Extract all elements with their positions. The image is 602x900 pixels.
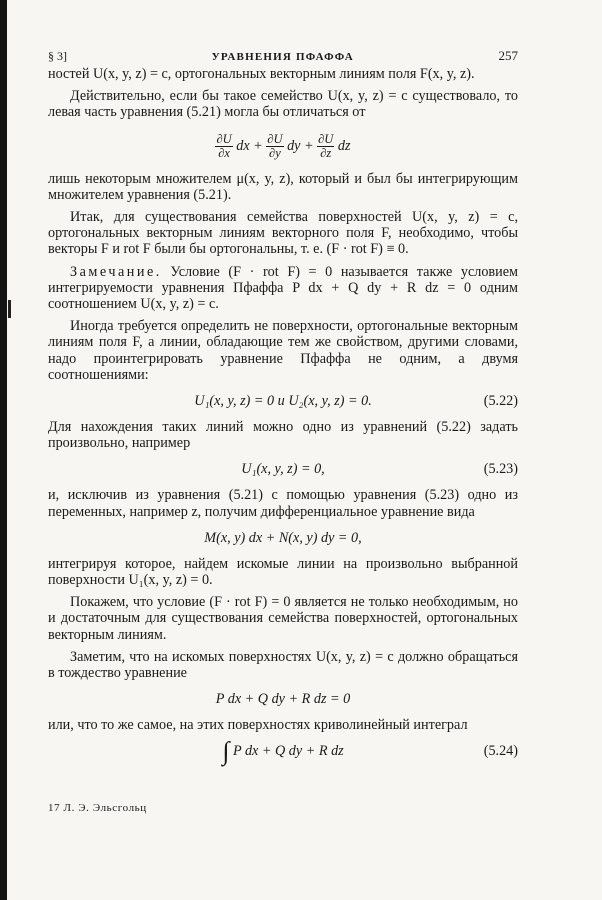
paragraph: или, что то же самое, на этих поверхностях криволинейный интеграл [48,717,468,734]
formula-differential-equation: M(x, y) dx + N(x, y) dy = 0, [204,529,362,546]
formula-pfaff: P dx + Q dy + R dz = 0 [215,691,351,708]
formula-5-23: U₁(x, y, z) = 0, (5.23) [48,458,518,480]
remark-text: Условие (F · rot F) = 0 называется также условием интегрируемости уравнения Пфаффа P dx + Q dy + R dz = 0 одним соотношением U(x, y, z) = c. [48,263,518,313]
equation-number: (5.23) [483,461,518,478]
paragraph: ностей U(x, y, z) = c, ортогональных векторным линиям поля F(x, y, z). [48,66,475,82]
equation-number: (5.22) [483,393,518,410]
running-title: УРАВНЕНИЯ ПФАФФА [211,51,354,63]
fraction: $\frac{\partial U}{\partial y}$ [267,131,283,160]
paragraph: Для нахождения таких линий можно одно из уравнений (5.22) задать произвольно, например [48,419,518,452]
integral-sign: ∫ [222,737,230,767]
paragraph: интегрируя которое, найдем искомые линии на произвольно выбранной поверхности U₁(x, y, z) = 0. [48,555,518,589]
fraction: $\frac{\partial U}{\partial z}$ [318,131,334,160]
scan-edge [0,0,7,900]
page [48,48,518,769]
section-number: § 3] [48,49,67,63]
paragraph: Действительно, если бы такое семейство U(x, y, z) = c существовало, то левая часть уравнения (5.21) могла бы отличаться от [48,88,518,121]
paragraph: и, исключив из уравнения (5.21) с помощью уравнения (5.23) одно из переменных, например z, получим дифференциальное уравнение вида [48,487,518,520]
formula-total-differential: $\frac{\partial U}{\partial x}$ dx + $\frac{\partial U}{\partial y}$ dy + $\frac{\partial U}{\partial z}$ dz [216,131,351,160]
remark-paragraph [48,264,518,313]
paragraph: Иногда требуется определить не поверхности, ортогональные векторным линиям поля F, а линии, обладающие тем же свойством, другими словами, надо проинтегрировать уравнение Пфаффа не одним, а двумя соотношениями: [48,318,518,383]
paragraph: лишь некоторым множителем μ(x, y, z), который и был бы интегрирующим множителем уравнения (5.21). [48,170,518,203]
paragraph: Покажем, что условие (F · rot F) = 0 является не только необходимым, но и достаточным для существования семейства поверхностей, ортогональных векторным линиям. [48,594,518,643]
page-number: 257 [498,48,518,63]
scan-mark [8,300,11,318]
fraction: $\frac{\partial U}{\partial x}$ [216,131,232,160]
running-header [48,48,518,66]
paragraph: Заметим, что на искомых поверхностях U(x, y, z) = c должно обращаться в тождество уравнение [48,648,518,682]
remark-label: Замечание. [70,263,162,280]
signature-footer: 17 Л. Э. Эльсгольц [48,802,147,814]
formula-5-22: U₁(x, y, z) = 0 и U₂(x, y, z) = 0. (5.22) [48,390,518,412]
equation-number: (5.24) [483,743,518,760]
paragraph: Итак, для существования семейства поверхностей U(x, y, z) = c, ортогональных векторным линиям векторного поля F, необходимо, чтобы векторы F и rot F были бы ортогональны, т. е. (F · rot F) ≡ 0. [48,209,518,258]
formula-5-24: ∫ P dx + Q dy + R dz (5.24) [222,737,518,767]
